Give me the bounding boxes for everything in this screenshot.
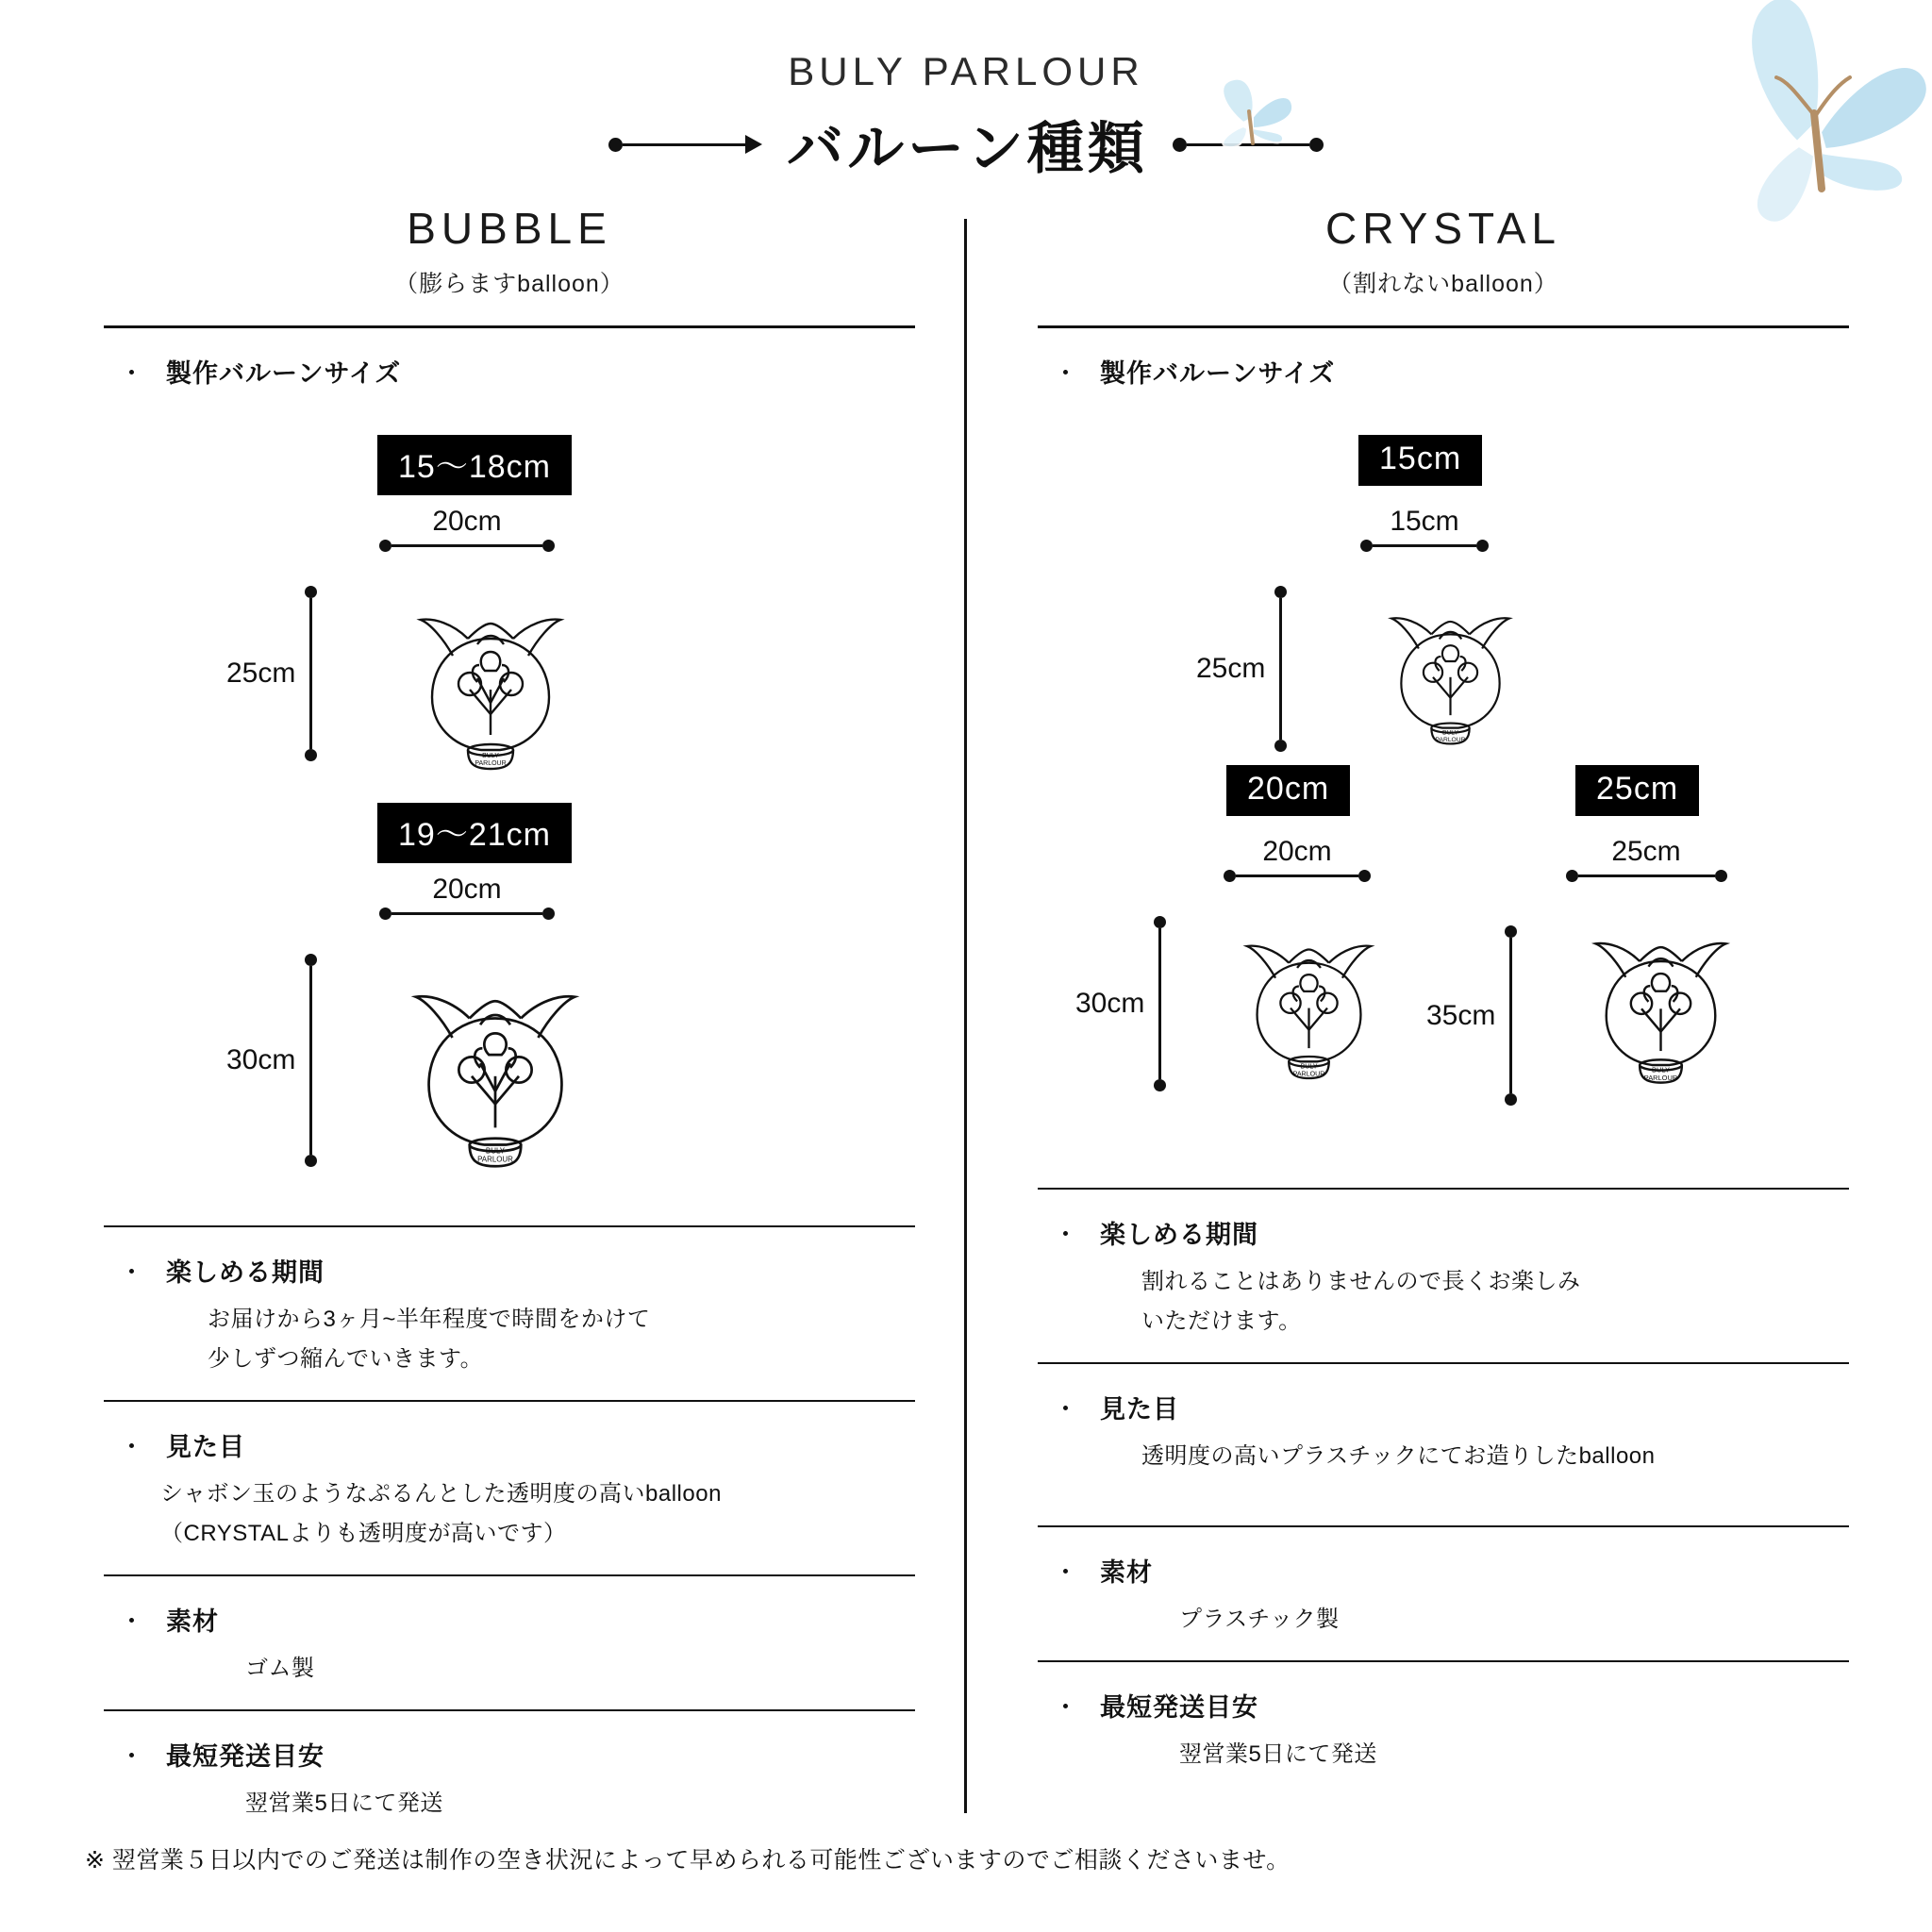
column-crystal xyxy=(1038,203,1849,1774)
svg-text:PARLOUR: PARLOUR xyxy=(1643,1073,1678,1082)
bubble-size-tag-2: 19〜21cm xyxy=(377,803,572,863)
bullet-marker: ・ xyxy=(119,1607,145,1636)
bullet-marker: ・ xyxy=(1053,1558,1079,1587)
bullet-marker: ・ xyxy=(1053,1221,1079,1249)
bubble-section-1-heading xyxy=(104,1426,915,1463)
bullet-marker: ・ xyxy=(1053,359,1079,388)
svg-text:BULY: BULY xyxy=(482,753,499,759)
crystal-size-diagram-1 xyxy=(1038,407,1849,822)
balloon-illustration-crystal-2 xyxy=(1217,897,1401,1091)
divider-crystal-3 xyxy=(1038,1362,1849,1364)
bubble-width-label-2: 20cm xyxy=(432,874,502,905)
crystal-section-3-heading xyxy=(1038,1687,1849,1724)
bubble-section-0-body xyxy=(104,1300,915,1379)
bubble-width-label-1: 20cm xyxy=(432,506,502,537)
bullet-marker: ・ xyxy=(119,1258,145,1287)
svg-text:BULY: BULY xyxy=(1441,729,1459,737)
crystal-size-tag-1: 15cm xyxy=(1358,435,1482,486)
crystal-section-3-label: 最短発送目安 xyxy=(1100,1693,1258,1722)
bubble-section-2-body xyxy=(104,1649,915,1689)
footnote: ※ 翌営業５日以内でのご発送は制作の空き状況によって早められる可能性ございますのでご相談くださいませ。 xyxy=(85,1847,1291,1874)
crystal-section-1-heading xyxy=(1038,1389,1849,1425)
crystal-height-measure-2 xyxy=(1154,916,1166,1091)
bubble-size-heading xyxy=(104,353,915,390)
divider-crystal-2 xyxy=(1038,1188,1849,1190)
divider-crystal-1 xyxy=(1038,325,1849,328)
bubble-section-1-label: 見た目 xyxy=(166,1433,245,1461)
rule-dot-right-inner xyxy=(1173,138,1187,152)
rule-bar-right xyxy=(1187,143,1309,146)
bubble-width-measure-2 xyxy=(344,908,590,920)
crystal-section-2-label: 素材 xyxy=(1100,1558,1153,1587)
svg-text:BULY: BULY xyxy=(1652,1065,1670,1074)
rule-dot-left xyxy=(608,138,623,152)
crystal-height-label-1: 25cm xyxy=(1196,653,1266,684)
rule-bar-left xyxy=(623,143,745,146)
divider-bubble-4 xyxy=(104,1574,915,1576)
bubble-height-measure-1 xyxy=(305,586,317,761)
rule-dot-right-outer xyxy=(1309,138,1324,152)
bubble-height-measure-2 xyxy=(305,954,317,1167)
bubble-size-diagram-2 xyxy=(104,803,915,1199)
svg-text:BULY: BULY xyxy=(1300,1062,1318,1071)
crystal-size-tag-3: 25cm xyxy=(1575,765,1699,816)
rule-arrow-left xyxy=(745,135,762,154)
crystal-width-label-1: 15cm xyxy=(1390,506,1459,537)
bubble-section-3-heading xyxy=(104,1736,915,1773)
crystal-section-1-body xyxy=(1038,1437,1849,1476)
crystal-size-heading xyxy=(1038,353,1849,390)
bullet-marker: ・ xyxy=(119,1742,145,1771)
bubble-section-1-body xyxy=(104,1474,915,1554)
svg-text:BULY: BULY xyxy=(485,1146,506,1156)
crystal-section-2-body xyxy=(1038,1600,1849,1640)
bullet-marker: ・ xyxy=(1053,1693,1079,1722)
divider-bubble-3 xyxy=(104,1400,915,1402)
bubble-section-3-label: 最短発送目安 xyxy=(166,1742,325,1771)
crystal-section-3-line-0: 翌営業5日にて発送 xyxy=(1179,1741,1377,1767)
crystal-section-2-heading xyxy=(1038,1552,1849,1589)
bubble-section-3-line-0: 翌営業5日にて発送 xyxy=(245,1790,443,1816)
crystal-section-0-line-0: 割れることはありませんので長くお楽しみ xyxy=(1141,1269,1581,1294)
divider-bubble-5 xyxy=(104,1709,915,1711)
bubble-width-measure-1 xyxy=(344,540,590,552)
bullet-marker: ・ xyxy=(1053,1395,1079,1424)
title-rule-right xyxy=(1173,138,1324,152)
svg-text:PARLOUR: PARLOUR xyxy=(475,760,507,767)
bubble-section-1-line-1: （CRYSTALよりも透明度が高いです） xyxy=(160,1521,567,1546)
bubble-section-2-heading xyxy=(104,1601,915,1638)
bubble-section-3-body xyxy=(104,1784,915,1824)
crystal-section-0-label: 楽しめる期間 xyxy=(1100,1221,1258,1249)
crystal-section-3-body xyxy=(1038,1735,1849,1774)
divider-bubble-1 xyxy=(104,325,915,328)
bubble-section-0-line-1: 少しずつ縮んでいきます。 xyxy=(208,1346,484,1372)
crystal-width-label-3: 25cm xyxy=(1611,836,1681,867)
crystal-section-2-line-0: プラスチック製 xyxy=(1179,1607,1340,1632)
column-bubble-subtitle: （膨らますballoon） xyxy=(394,271,625,297)
crystal-section-0-heading xyxy=(1038,1214,1849,1251)
crystal-width-measure-2 xyxy=(1189,870,1406,882)
page-title: バルーン種類 xyxy=(787,117,1148,180)
brand-title: BULY PARLOUR xyxy=(788,49,1144,93)
bubble-section-1-line-0: シャボン玉のようなぷるんとした透明度の高いballoon xyxy=(160,1481,722,1507)
balloon-illustration-crystal-1 xyxy=(1363,572,1538,756)
bubble-section-0-heading xyxy=(104,1252,915,1289)
bubble-size-tag-1: 15〜18cm xyxy=(377,435,572,495)
crystal-height-label-3: 35cm xyxy=(1426,999,1496,1031)
crystal-width-measure-1 xyxy=(1311,540,1538,552)
bubble-section-0-label: 楽しめる期間 xyxy=(166,1258,325,1287)
crystal-section-1-label: 見た目 xyxy=(1100,1395,1179,1424)
balloon-illustration-crystal-3 xyxy=(1564,892,1757,1095)
crystal-section-0-body xyxy=(1038,1262,1849,1341)
column-crystal-subtitle: （割れないballoon） xyxy=(1328,271,1558,297)
bubble-section-2-line-0: ゴム製 xyxy=(245,1656,315,1681)
crystal-section-0-line-1: いただけます。 xyxy=(1141,1308,1302,1334)
crystal-height-measure-3 xyxy=(1505,925,1517,1106)
bullet-marker: ・ xyxy=(119,359,145,388)
crystal-height-label-2: 30cm xyxy=(1075,988,1145,1019)
crystal-size-diagram-row xyxy=(1038,765,1849,1161)
column-bubble xyxy=(104,203,915,1824)
bubble-section-2-label: 素材 xyxy=(166,1607,219,1636)
divider-bubble-2 xyxy=(104,1225,915,1227)
crystal-width-measure-3 xyxy=(1538,870,1755,882)
title-rule-left xyxy=(608,135,762,154)
bubble-size-diagram-1 xyxy=(104,407,915,859)
bullet-marker: ・ xyxy=(119,1433,145,1461)
divider-crystal-5 xyxy=(1038,1660,1849,1662)
column-crystal-title: CRYSTAL xyxy=(1325,204,1561,253)
column-bubble-title: BUBBLE xyxy=(407,204,612,253)
bubble-height-label-2: 30cm xyxy=(226,1044,296,1075)
crystal-height-measure-1 xyxy=(1274,586,1287,752)
divider-crystal-4 xyxy=(1038,1525,1849,1527)
bubble-height-label-1: 25cm xyxy=(226,658,296,689)
svg-text:PARLOUR: PARLOUR xyxy=(1435,736,1466,743)
crystal-section-1-line-0: 透明度の高いプラスチックにてお造りしたballoon xyxy=(1141,1443,1656,1469)
bubble-size-heading-label: 製作バルーンサイズ xyxy=(166,359,402,388)
balloon-illustration-bubble-1 xyxy=(387,565,594,782)
crystal-size-heading-label: 製作バルーンサイズ xyxy=(1100,359,1336,388)
crystal-size-tag-2: 20cm xyxy=(1226,765,1350,816)
bubble-section-0-line-0: お届けから3ヶ月~半年程度で時間をかけて xyxy=(208,1307,651,1332)
svg-text:PARLOUR: PARLOUR xyxy=(1292,1070,1325,1078)
svg-text:PARLOUR: PARLOUR xyxy=(477,1155,513,1164)
balloon-illustration-bubble-2 xyxy=(377,933,613,1183)
column-separator xyxy=(964,219,967,1813)
page-title-row xyxy=(0,104,1932,185)
crystal-width-label-2: 20cm xyxy=(1262,836,1332,867)
